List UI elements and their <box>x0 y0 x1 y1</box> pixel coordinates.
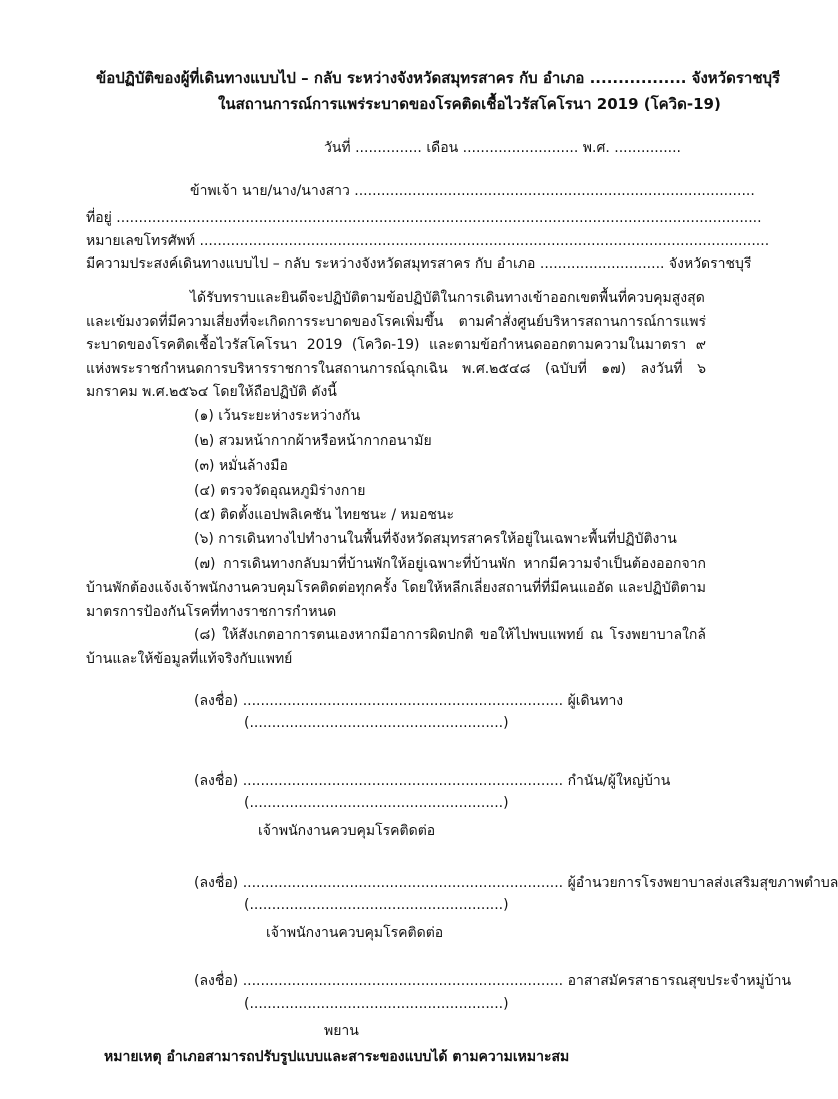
address-field: ที่อยู่ ................................................................................................................................................. <box>86 210 762 226</box>
signature-volunteer-name-line: (.........................................................) <box>244 996 509 1012</box>
rule-item-2: (๒) สวมหน้ากากผ้าหรือหน้ากากอนามัย <box>194 433 432 449</box>
rule-item-7-block <box>86 552 706 624</box>
signature-hospital-director-name-line: (.........................................................) <box>244 897 509 913</box>
signature-volunteer-sign-line: (ลงชื่อ) ........................................................................ อาสาสมัครสาธารณสุขประจำหมู่บ้าน <box>194 973 792 989</box>
rule-item-7: (๗) การเดินทางกลับมาที่บ้านพักให้อยู่เฉพาะที่บ้านพัก หากมีความจำเป็นต้องออกจากบ้านพักต้องแจ้งเจ้าพนักงานควบคุมโรคติดต่อทุกครั้ง โดยให้หลีกเลี่ยงสถานที่ที่มีคนแออัด และปฏิบัติตามมาตรการป้องกันโรคที่ทางราชการกำหนด <box>86 556 706 620</box>
rule-item-1: (๑) เว้นระยะห่างระหว่างกัน <box>194 408 361 424</box>
signature-volunteer-role: พยาน <box>324 1023 359 1039</box>
signature-village-head-sign-line: (ลงชื่อ) ........................................................................ กำนัน/ผู้ใหญ่บ้าน <box>194 773 671 789</box>
rule-item-8-block <box>86 623 706 671</box>
rule-item-8: (๘) ให้สังเกตอาการตนเองหากมีอาการผิดปกติ ขอให้ไปพบแพทย์ ณ โรงพยาบาลใกล้บ้านและให้ข้อมูลที่แท้จริงกับแพทย์ <box>86 627 706 667</box>
date-line: วันที่ ............... เดือน .......................... พ.ศ. ............... <box>324 140 681 156</box>
rule-item-6: (๖) การเดินทางไปทำงานในพื้นที่จังหวัดสมุทรสาครให้อยู่ในเฉพาะพื้นที่ปฏิบัติงาน <box>194 531 677 547</box>
rule-item-3: (๓) หมั่นล้างมือ <box>194 458 288 474</box>
signature-traveler-name-line: (.........................................................) <box>244 715 509 731</box>
name-field: ข้าพเจ้า นาย/นาง/นางสาว .......................................................................................... <box>190 183 755 199</box>
signature-village-head-role: เจ้าพนักงานควบคุมโรคติดต่อ <box>258 823 436 839</box>
signature-hospital-director-role: เจ้าพนักงานควบคุมโรคติดต่อ <box>266 925 444 941</box>
signature-hospital-director-sign-line: (ลงชื่อ) ........................................................................ ผู้อำนวยการโรงพยาบาลส่งเสริมสุขภาพตำบล <box>194 875 838 891</box>
consent-paragraph <box>86 287 706 405</box>
rule-item-4: (๔) ตรวจวัดอุณหภูมิร่างกาย <box>194 483 366 499</box>
consent-paragraph-text: ได้รับทราบและยินดีจะปฏิบัติตามข้อปฏิบัติในการเดินทางเข้าออกเขตพื้นที่ควบคุมสูงสุดและเข้มงวดที่มีความเสี่ยงที่จะเกิดการระบาดของโรคเพิ่มขึ้น ตามคำสั่งศูนย์บริหารสถานการณ์การแพร่ระบาดของโรคติดเชื้อไวรัสโคโรนา 2019 (โควิด-19) และตามข้อกำหนดออกตามความในมาตรา ๙ แห่งพระราชกำหนดการบริหารราชการในสถานการณ์ฉุกเฉิน พ.ศ.๒๕๔๘ (ฉบับที่ ๑๗) ลงวันที่ ๖ มกราคม พ.ศ.๒๕๖๔ โดยให้ถือปฏิบัติ ดังนี้ <box>86 290 706 400</box>
phone-field: หมายเลขโทรศัพท์ ................................................................................................................................ <box>86 233 770 249</box>
rule-item-5: (๕) ติดตั้งแอปพลิเคชัน ไทยชนะ / หมอชนะ <box>194 507 455 523</box>
purpose-field: มีความประสงค์เดินทางแบบไป – กลับ ระหว่างจังหวัดสมุทรสาคร กับ อำเภอ ............................ จังหวัดราชบุรี <box>86 256 752 272</box>
footer-note: หมายเหตุ อำเภอสามารถปรับรูปแบบและสาระของแบบได้ ตามความเหมาะสม <box>104 1049 570 1065</box>
signature-village-head-name-line: (.........................................................) <box>244 795 509 811</box>
document-title-line2: ในสถานการณ์การแพร่ระบาดของโรคติดเชื้อไวรัสโคโรนา 2019 (โควิด-19) <box>218 95 721 113</box>
document-title-line1: ข้อปฏิบัติของผู้ที่เดินทางแบบไป – กลับ ระหว่างจังหวัดสมุทรสาคร กับ อำเภอ ................. จังหวัดราชบุรี <box>96 69 781 87</box>
signature-traveler-sign-line: (ลงชื่อ) ........................................................................ ผู้เดินทาง <box>194 693 624 709</box>
